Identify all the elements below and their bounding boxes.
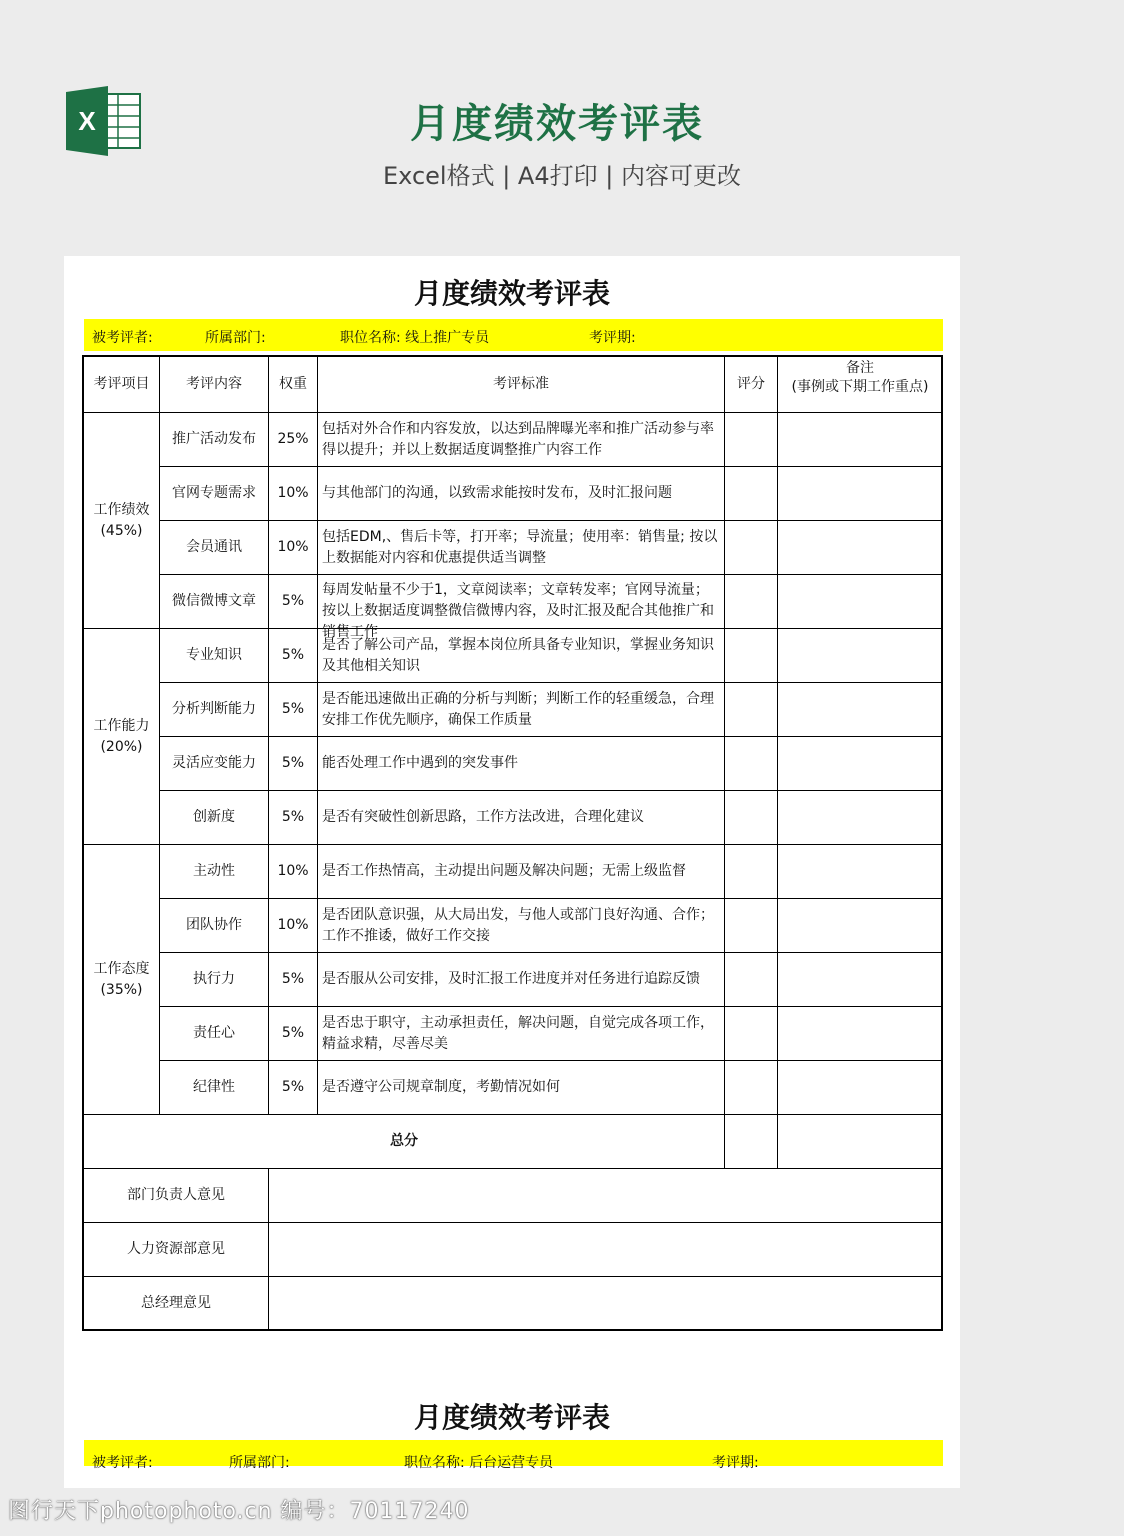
remark-cell[interactable] bbox=[778, 575, 943, 629]
standard-text: 是否了解公司产品，掌握本岗位所具备专业知识，掌握业务知识及其他相关知识 bbox=[322, 636, 714, 674]
watermark: 图行天下photophoto.cn 编号：70117240 bbox=[8, 1499, 470, 1524]
score-cell[interactable] bbox=[725, 899, 778, 953]
group-name: 工作态度 (35%) bbox=[84, 845, 160, 1115]
standard-text: 是否服从公司安排，及时汇报工作进度并对任务进行追踪反馈 bbox=[322, 971, 700, 987]
excel-icon-letter: X bbox=[78, 106, 96, 136]
remark-cell[interactable] bbox=[778, 413, 943, 467]
table-row bbox=[84, 575, 943, 629]
standard-text: 是否能迅速做出正确的分析与判断；判断工作的轻重缓急，合理安排工作优先顺序，确保工作质量 bbox=[322, 690, 714, 728]
header-row bbox=[84, 357, 943, 413]
table-row bbox=[84, 791, 943, 845]
opinion-input[interactable] bbox=[269, 1169, 943, 1223]
evaluatee-label: 被考评者: bbox=[92, 330, 153, 346]
table-row bbox=[84, 683, 943, 737]
standard-cell bbox=[318, 521, 725, 575]
banner bbox=[0, 0, 1024, 230]
score-cell[interactable] bbox=[725, 683, 778, 737]
opinion-label: 总经理意见 bbox=[84, 1277, 269, 1331]
opinion-input[interactable] bbox=[269, 1277, 943, 1331]
remark-cell[interactable] bbox=[778, 629, 943, 683]
evaluation-table bbox=[83, 356, 943, 1331]
score-cell[interactable] bbox=[725, 1061, 778, 1115]
remark-cell[interactable] bbox=[778, 521, 943, 575]
weight-cell: 10% bbox=[269, 899, 318, 953]
standard-cell bbox=[318, 575, 725, 640]
standard-cell bbox=[318, 1061, 725, 1115]
content-cell: 官网专题需求 bbox=[160, 467, 269, 521]
content-cell: 会员通讯 bbox=[160, 521, 269, 575]
header-content: 考评内容 bbox=[160, 357, 269, 413]
standard-text: 是否有突破性创新思路，工作方法改进，合理化建议 bbox=[322, 809, 644, 825]
table-row bbox=[84, 413, 943, 467]
document-sheet bbox=[64, 256, 960, 1488]
second-sheet-title: 月度绩效考评表 bbox=[413, 1401, 610, 1434]
standard-text: 与其他部门的沟通，以致需求能按时发布，及时汇报问题 bbox=[322, 485, 672, 501]
score-cell[interactable] bbox=[725, 413, 778, 467]
total-row bbox=[84, 1115, 943, 1169]
weight-cell: 5% bbox=[269, 1061, 318, 1115]
table-row bbox=[84, 521, 943, 575]
standard-text: 包括对外合作和内容发放，以达到品牌曝光率和推广活动参与率得以提升；并以上数据适度调整推广内容工作 bbox=[322, 420, 714, 458]
weight-cell: 5% bbox=[269, 629, 318, 683]
weight-cell: 10% bbox=[269, 467, 318, 521]
score-cell[interactable] bbox=[725, 521, 778, 575]
standard-text: 能否处理工作中遇到的突发事件 bbox=[322, 755, 518, 771]
period-label: 考评期: bbox=[589, 330, 636, 346]
remark-cell[interactable] bbox=[778, 1061, 943, 1115]
standard-cell bbox=[318, 629, 725, 683]
remark-cell[interactable] bbox=[778, 791, 943, 845]
department-label: 所属部门: bbox=[205, 330, 266, 346]
info-bar bbox=[84, 319, 943, 351]
score-cell[interactable] bbox=[725, 1007, 778, 1061]
second-period-label: 考评期: bbox=[712, 1455, 759, 1471]
content-cell: 专业知识 bbox=[160, 629, 269, 683]
weight-cell: 5% bbox=[269, 953, 318, 1007]
score-cell[interactable] bbox=[725, 791, 778, 845]
score-cell[interactable] bbox=[725, 845, 778, 899]
group-name: 工作绩效 (45%) bbox=[84, 413, 160, 629]
standard-cell bbox=[318, 791, 725, 845]
second-info-bar bbox=[84, 1440, 943, 1471]
total-label: 总分 bbox=[84, 1115, 725, 1169]
score-cell[interactable] bbox=[725, 629, 778, 683]
table-row bbox=[84, 1007, 943, 1061]
score-cell[interactable] bbox=[725, 953, 778, 1007]
standard-text: 包括EDM,、售后卡等，打开率；导流量；使用率：销售量; 按以上数据能对内容和优惠提供适当调整 bbox=[322, 528, 718, 566]
content-cell: 团队协作 bbox=[160, 899, 269, 953]
content-cell: 纪律性 bbox=[160, 1061, 269, 1115]
opinion-input[interactable] bbox=[269, 1223, 943, 1277]
weight-cell: 5% bbox=[269, 683, 318, 737]
content-cell: 创新度 bbox=[160, 791, 269, 845]
score-cell[interactable] bbox=[725, 737, 778, 791]
remark-cell[interactable] bbox=[778, 683, 943, 737]
table-row bbox=[84, 845, 943, 899]
weight-cell: 5% bbox=[269, 791, 318, 845]
standard-cell bbox=[318, 899, 725, 953]
score-cell[interactable] bbox=[725, 467, 778, 521]
weight-cell: 5% bbox=[269, 575, 318, 629]
content-cell: 灵活应变能力 bbox=[160, 737, 269, 791]
header-weight: 权重 bbox=[269, 357, 318, 413]
standard-cell bbox=[318, 467, 725, 521]
standard-text: 是否忠于职守，主动承担责任，解决问题，自觉完成各项工作，精益求精，尽善尽美 bbox=[322, 1014, 714, 1052]
opinion-label: 人力资源部意见 bbox=[84, 1223, 269, 1277]
content-cell: 责任心 bbox=[160, 1007, 269, 1061]
content-cell: 推广活动发布 bbox=[160, 413, 269, 467]
table-row bbox=[84, 467, 943, 521]
table-row bbox=[84, 629, 943, 683]
table-row bbox=[84, 737, 943, 791]
table-row bbox=[84, 1061, 943, 1115]
total-remark-cell[interactable] bbox=[778, 1115, 943, 1169]
header-remark: 备注 (事例或下期工作重点) bbox=[778, 357, 943, 413]
standard-text: 是否团队意识强，从大局出发，与他人或部门良好沟通、合作；工作不推诿，做好工作交接 bbox=[322, 906, 714, 944]
content-cell: 主动性 bbox=[160, 845, 269, 899]
weight-cell: 25% bbox=[269, 413, 318, 467]
position-label: 职位名称: 线上推广专员 bbox=[340, 330, 490, 346]
sheet-title: 月度绩效考评表 bbox=[413, 277, 610, 310]
header-standard: 考评标准 bbox=[318, 357, 725, 413]
standard-cell bbox=[318, 845, 725, 899]
table-row bbox=[84, 899, 943, 953]
standard-cell bbox=[318, 683, 725, 737]
header-score: 评分 bbox=[725, 357, 778, 413]
weight-cell: 10% bbox=[269, 845, 318, 899]
remark-cell[interactable] bbox=[778, 899, 943, 953]
second-evaluatee-label: 被考评者: bbox=[92, 1455, 153, 1471]
opinion-row bbox=[84, 1169, 943, 1223]
standard-text: 是否工作热情高，主动提出问题及解决问题；无需上级监督 bbox=[322, 863, 686, 879]
remark-cell[interactable] bbox=[778, 737, 943, 791]
second-department-label: 所属部门: bbox=[229, 1455, 290, 1471]
standard-cell bbox=[318, 953, 725, 1007]
weight-cell: 10% bbox=[269, 521, 318, 575]
standard-cell bbox=[318, 1007, 725, 1061]
standard-cell bbox=[318, 737, 725, 791]
standard-text: 每周发帖量不少于1，文章阅读率；文章转发率；官网导流量；按以上数据适度调整微信微博内容，及时汇报及配合其他推广和销售工作 bbox=[322, 581, 714, 640]
second-position-label: 职位名称: 后台运营专员 bbox=[404, 1455, 554, 1471]
total-score-cell[interactable] bbox=[725, 1115, 778, 1169]
remark-cell[interactable] bbox=[778, 1007, 943, 1061]
weight-cell: 5% bbox=[269, 1007, 318, 1061]
remark-cell[interactable] bbox=[778, 953, 943, 1007]
group-name: 工作能力 (20%) bbox=[84, 629, 160, 845]
table-row bbox=[84, 953, 943, 1007]
content-cell: 执行力 bbox=[160, 953, 269, 1007]
remark-cell[interactable] bbox=[778, 845, 943, 899]
standard-text: 是否遵守公司规章制度，考勤情况如何 bbox=[322, 1079, 560, 1095]
opinion-row bbox=[84, 1223, 943, 1277]
content-cell: 分析判断能力 bbox=[160, 683, 269, 737]
header-item: 考评项目 bbox=[84, 357, 160, 413]
opinion-row bbox=[84, 1277, 943, 1331]
remark-cell[interactable] bbox=[778, 467, 943, 521]
weight-cell: 5% bbox=[269, 737, 318, 791]
score-cell[interactable] bbox=[725, 575, 778, 629]
standard-cell bbox=[318, 413, 725, 467]
banner-title: 月度绩效考评表 bbox=[410, 101, 704, 147]
banner-subtitle: Excel格式 | A4打印 | 内容可更改 bbox=[383, 162, 741, 190]
opinion-label: 部门负责人意见 bbox=[84, 1169, 269, 1223]
content-cell: 微信微博文章 bbox=[160, 575, 269, 629]
